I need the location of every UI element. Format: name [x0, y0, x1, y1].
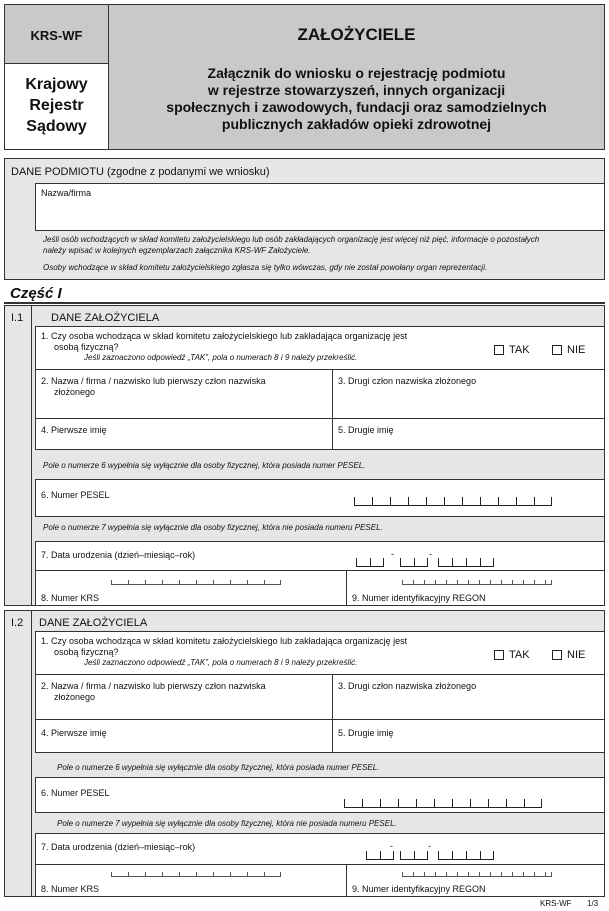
q1-box: [35, 326, 605, 370]
section-title: DANE ZAŁOŻYCIELA: [51, 312, 160, 324]
krs-digit-boxes: [111, 579, 281, 585]
pesel-digit-boxes: [344, 800, 542, 808]
date-dash-1: -: [390, 841, 393, 851]
first-name-field[interactable]: [35, 719, 333, 753]
section-number: I.2: [11, 617, 24, 629]
court-line-2: Rejestr: [29, 97, 84, 114]
regon-digit-boxes: [402, 579, 552, 585]
first-name-label: 4. Pierwsze imię: [41, 425, 107, 435]
no-label: NIE: [567, 649, 586, 661]
pesel-digit-boxes: [354, 498, 552, 506]
court-line-3: Sądowy: [26, 118, 87, 135]
pesel-label: 6. Numer PESEL: [41, 788, 110, 798]
entity-section: [4, 158, 605, 280]
q1-question-2: osobą fizyczną?: [54, 342, 119, 352]
year-boxes: [438, 852, 494, 860]
surname-label-2: złożonego: [54, 387, 96, 397]
date-dash-2: -: [429, 549, 432, 559]
second-name-field[interactable]: [332, 719, 605, 753]
entity-note-2: Osoby wchodzące w skład komitetu założycielskiego zgłasza się tylko wówczas, gdy nie został powołany organ reprezentacji.: [43, 263, 488, 272]
regon-digit-boxes: [402, 871, 552, 877]
pesel-field[interactable]: [35, 777, 605, 813]
q1-note: Jeśli zaznaczono odpowiedź „TAK”, pola o numerach 8 i 9 należy przekreślić.: [84, 353, 358, 362]
surname-label: 2. Nazwa / firma / nazwisko lub pierwszy człon nazwiska: [41, 376, 266, 386]
yes-checkbox[interactable]: [494, 650, 504, 660]
pesel-label: 6. Numer PESEL: [41, 490, 110, 500]
birth-date-label: 7. Data urodzenia (dzień–miesiąc–rok): [41, 550, 196, 560]
second-surname-label: 3. Drugi człon nazwiska złożonego: [338, 376, 477, 386]
day-boxes: [356, 559, 384, 567]
regon-label: 9. Numer identyfikacyjny REGON: [352, 593, 486, 603]
section-number: I.1: [11, 312, 24, 324]
surname-field[interactable]: [35, 369, 333, 419]
first-name-field[interactable]: [35, 418, 333, 450]
section-left-rule: [31, 306, 32, 606]
q1-question: 1. Czy osoba wchodząca w skład komitetu założycielskiego lub zakładająca organizację jest: [41, 331, 408, 341]
second-name-label: 5. Drugie imię: [338, 425, 394, 435]
page-title: ZAŁOŻYCIELE: [297, 25, 416, 44]
section-title: DANE ZAŁOŻYCIELA: [39, 617, 148, 629]
part-divider: [4, 302, 605, 304]
regon-field[interactable]: [346, 570, 605, 606]
no-checkbox[interactable]: [552, 345, 562, 355]
month-boxes: [400, 559, 428, 567]
yes-label: TAK: [509, 649, 530, 661]
q1-question-2: osobą fizyczną?: [54, 647, 119, 657]
footer-code: KRS-WF: [540, 899, 572, 908]
section-left-rule: [31, 611, 32, 897]
year-boxes: [438, 559, 494, 567]
yes-label: TAK: [509, 344, 530, 356]
form-code: KRS-WF: [30, 28, 83, 43]
subtitle-line-3: społecznych i zawodowych, fundacji oraz samodzielnych: [166, 99, 547, 115]
q1-note: Jeśli zaznaczono odpowiedź „TAK”, pola o numerach 8 i 9 należy przekreślić.: [84, 658, 358, 667]
krs-digit-boxes: [111, 871, 281, 877]
krs-number-field[interactable]: [35, 570, 347, 606]
pesel-note: Pole o numerze 6 wypełnia się wyłącznie dla osoby fizycznej, która posiada numer PESEL.: [43, 461, 366, 470]
birth-date-label: 7. Data urodzenia (dzień–miesiąc–rok): [41, 842, 196, 852]
first-name-label: 4. Pierwsze imię: [41, 728, 107, 738]
second-surname-field[interactable]: [332, 369, 605, 419]
founder-section-1: [4, 305, 605, 606]
pesel-field[interactable]: [35, 479, 605, 517]
yes-checkbox[interactable]: [494, 345, 504, 355]
subtitle-line-4: publicznych zakładów opieki zdrowotnej: [221, 116, 492, 132]
entity-heading: DANE PODMIOTU (zgodne z podanymi we wniosku): [11, 166, 270, 178]
q1-box: [35, 631, 605, 675]
entity-name-field[interactable]: [35, 183, 605, 231]
no-pesel-note: Pole o numerze 7 wypełnia się wyłącznie dla osoby fizycznej, która nie posiada numeru PESEL.: [43, 523, 383, 532]
surname-label: 2. Nazwa / firma / nazwisko lub pierwszy człon nazwiska: [41, 681, 266, 691]
date-dash-2: -: [428, 841, 431, 851]
pesel-note: Pole o numerze 6 wypełnia się wyłącznie dla osoby fizycznej, która posiada numer PESEL.: [57, 763, 380, 772]
court-line-1: Krajowy: [25, 76, 88, 93]
form-code-box: [4, 4, 109, 64]
court-box: [4, 63, 109, 150]
founder-section-2: [4, 610, 605, 897]
surname-field[interactable]: [35, 674, 333, 720]
second-surname-label: 3. Drugi człon nazwiska złożonego: [338, 681, 477, 691]
no-label: NIE: [567, 344, 586, 356]
birth-date-field[interactable]: [35, 833, 605, 865]
date-dash-1: -: [391, 549, 394, 559]
krs-number-label: 8. Numer KRS: [41, 884, 100, 894]
subtitle-line-1: Załącznik do wniosku o rejestrację podmiotu: [207, 65, 506, 81]
no-checkbox[interactable]: [552, 650, 562, 660]
part-title: Część I: [10, 285, 62, 302]
birth-date-field[interactable]: [35, 541, 605, 571]
title-box: [108, 4, 605, 150]
month-boxes: [400, 852, 428, 860]
entity-name-label: Nazwa/firma: [41, 188, 92, 198]
entity-note-1a: Jeśli osób wchodzących w skład komitetu założycielskiego lub osób zakładających organizację jest więcej niż pięć, informacje o pozostałych: [43, 235, 540, 244]
regon-field[interactable]: [346, 864, 605, 897]
krs-number-label: 8. Numer KRS: [41, 593, 100, 603]
entity-note-1b: należy wpisać w kolejnych egzemplarzach załącznika KRS-WF Założyciele.: [43, 246, 311, 255]
second-surname-field[interactable]: [332, 674, 605, 720]
q1-question: 1. Czy osoba wchodząca w skład komitetu założycielskiego lub zakładająca organizację jest: [41, 636, 408, 646]
krs-number-field[interactable]: [35, 864, 347, 897]
regon-label: 9. Numer identyfikacyjny REGON: [352, 884, 486, 894]
surname-label-2: złożonego: [54, 692, 96, 702]
second-name-field[interactable]: [332, 418, 605, 450]
page-number: 1/3: [587, 899, 599, 908]
day-boxes: [366, 852, 394, 860]
no-pesel-note: Pole o numerze 7 wypełnia się wyłącznie dla osoby fizycznej, która nie posiada numeru PESEL.: [57, 819, 397, 828]
subtitle-line-2: w rejestrze stowarzyszeń, innych organizacji: [207, 82, 506, 98]
second-name-label: 5. Drugie imię: [338, 728, 394, 738]
